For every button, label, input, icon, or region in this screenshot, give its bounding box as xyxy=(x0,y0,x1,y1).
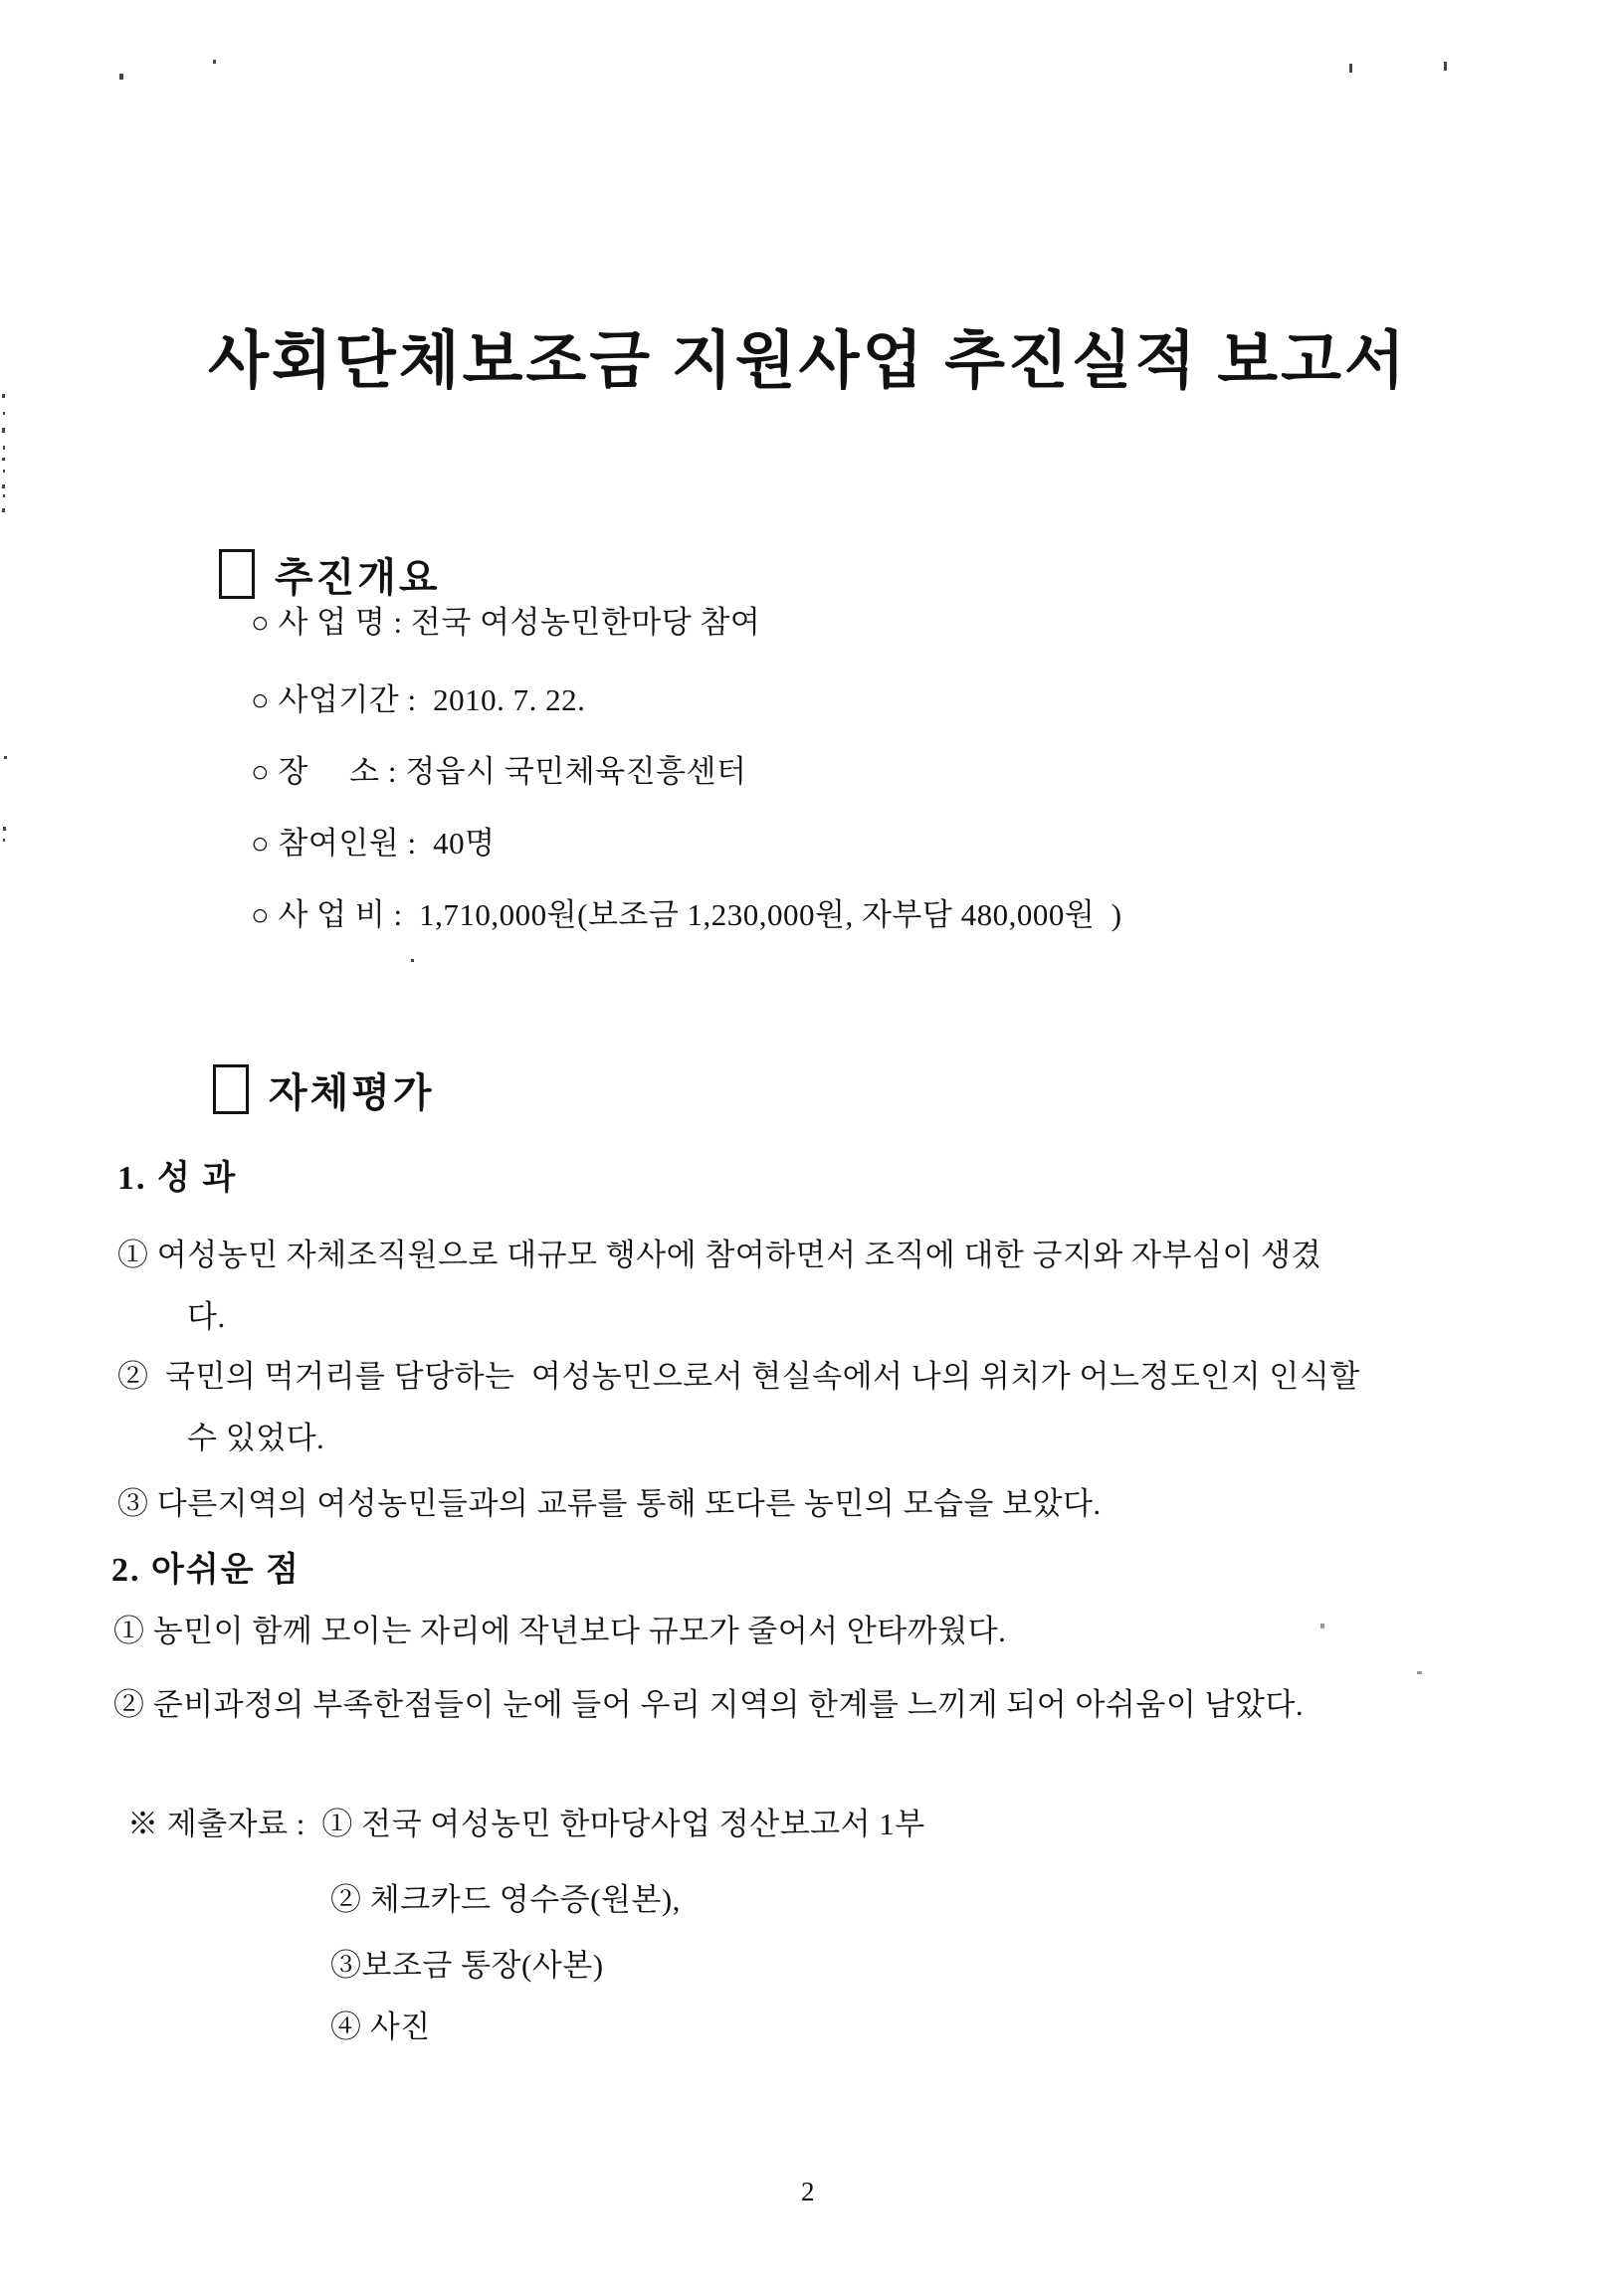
scan-speck xyxy=(1320,1624,1324,1628)
scan-speck xyxy=(3,412,5,415)
results-item-2-line-2: 수 있었다. xyxy=(187,1421,325,1455)
results-item-3-line-1: ③ 다른지역의 여성농민들과의 교류를 통해 또다른 농민의 모습을 보았다. xyxy=(117,1486,1102,1521)
scan-speck xyxy=(3,827,6,831)
scan-speck xyxy=(4,756,7,759)
scan-speck xyxy=(3,494,5,497)
scan-speck xyxy=(411,959,414,962)
shortcomings-item-2: ② 준비과정의 부족한점들이 눈에 들어 우리 지역의 한계를 느끼게 되어 아쉬움이 남았다. xyxy=(113,1687,1305,1722)
overview-heading: 추진개요 xyxy=(275,555,441,600)
scan-speck xyxy=(3,446,5,450)
scan-speck xyxy=(1417,1671,1422,1674)
scan-speck xyxy=(119,74,123,80)
scan-speck xyxy=(2,508,5,512)
scan-speck xyxy=(213,60,216,64)
scan-speck xyxy=(3,839,5,842)
results-item-1-line-1: ① 여성농민 자체조직원으로 대규모 행사에 참여하면서 조직에 대한 긍지와 자부심이 생겼 xyxy=(117,1238,1322,1272)
section-evaluation xyxy=(161,1015,435,1165)
results-heading: 1. 성 과 xyxy=(117,1160,238,1197)
attachments-item-2: ② 체크카드 영수증(원본), xyxy=(330,1882,681,1917)
scan-speck xyxy=(1444,62,1447,71)
shortcomings-item-1: ① 농민이 함께 모이는 자리에 작년보다 규모가 줄어서 안타까웠다. xyxy=(113,1614,1007,1648)
document-title: 사회단체보조금 지원사업 추진실적 보고서 xyxy=(208,326,1408,396)
attachments-item-3: ③보조금 통장(사본) xyxy=(330,1948,604,1983)
overview-item-project-name: ○ 사 업 명 : 전국 여성농민한마당 참여 xyxy=(251,605,761,640)
attachments-lead: ※ 제출자료 : ① 전국 여성농민 한마당사업 정산보고서 1부 xyxy=(127,1807,925,1841)
scan-speck xyxy=(2,428,5,433)
overview-item-place: ○ 장 소 : 정읍시 국민체육진흥센터 xyxy=(251,754,747,789)
shortcomings-heading: 2. 아쉬운 점 xyxy=(111,1552,301,1589)
overview-item-participants: ○ 참여인원 : 40명 xyxy=(251,826,496,861)
overview-item-period: ○ 사업기간 : 2010. 7. 22. xyxy=(251,682,586,717)
overview-item-budget: ○ 사 업 비 : 1,710,000원(보조금 1,230,000원, 자부담 480,000원 ) xyxy=(251,897,1122,932)
square-bullet-icon xyxy=(213,1064,249,1114)
evaluation-heading: 자체평가 xyxy=(269,1070,435,1115)
scan-speck xyxy=(2,484,5,488)
page-number: 2 xyxy=(801,2177,815,2206)
square-bullet-icon xyxy=(219,549,255,599)
results-item-1-line-2: 다. xyxy=(187,1299,226,1334)
attachments-item-4: ④ 사진 xyxy=(330,2009,431,2044)
scan-speck xyxy=(1349,64,1352,73)
scan-speck xyxy=(3,470,5,473)
results-item-2-line-1: ② 국민의 먹거리를 담당하는 여성농민으로서 현실속에서 나의 위치가 어느정도인지 인식할 xyxy=(117,1359,1360,1394)
scan-speck xyxy=(2,458,5,461)
